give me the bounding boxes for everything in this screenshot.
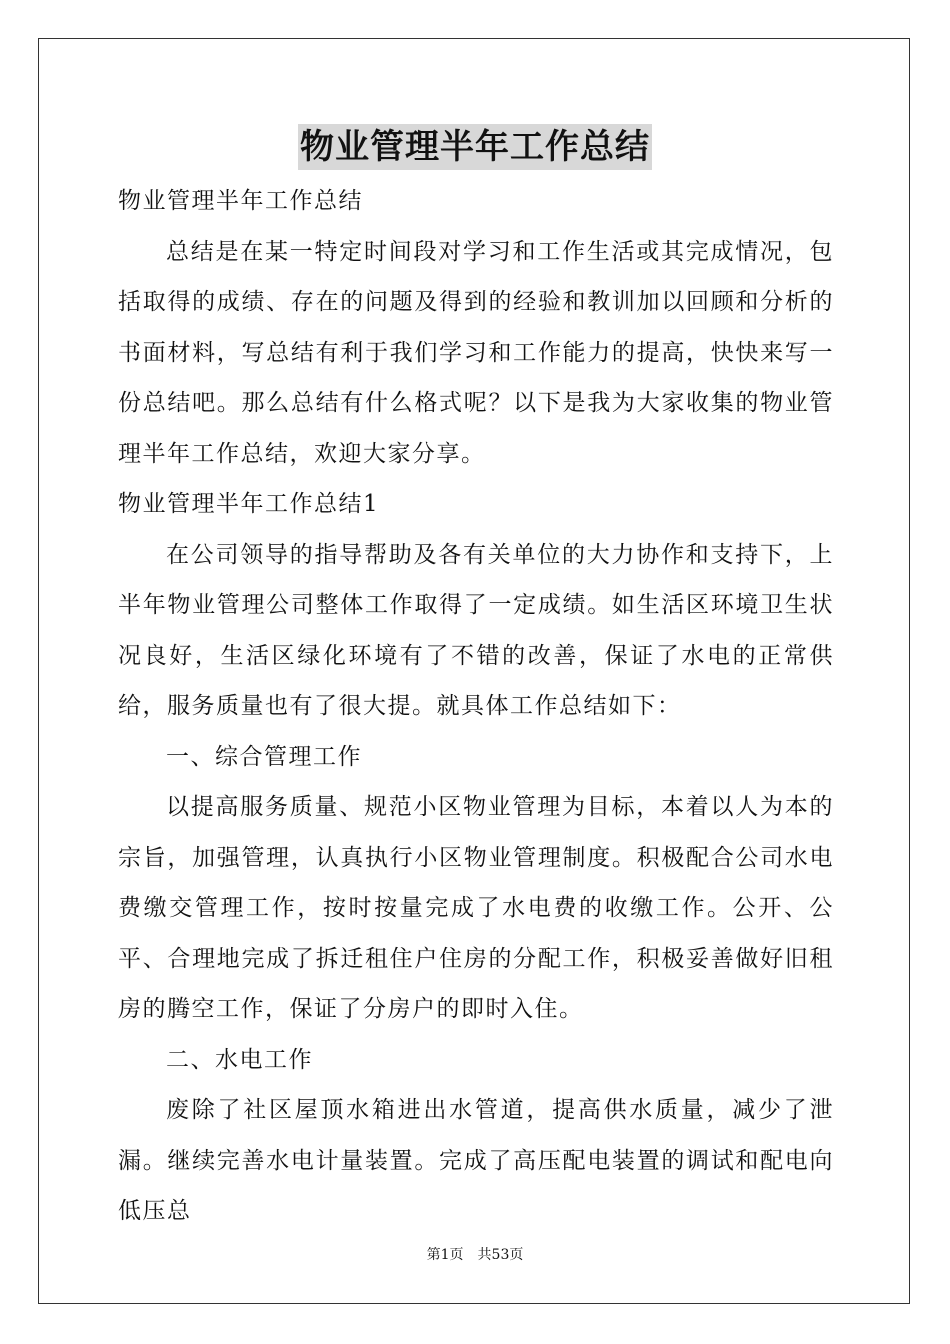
paragraph-2: 以提高服务质量、规范小区物业管理为目标，本着以人为本的宗旨，加强管理，认真执行小区物业管理制度。积极配合公司水电费缴交管理工作，按时按量完成了水电费的收缴工作。公开、公平、合理地完成了拆迁租住户住房的分配工作，积极妥善做好旧租房的腾空工作，保证了分房户的即时入住。	[118, 794, 834, 1022]
heading-general-management: 一、综合管理工作	[166, 743, 362, 770]
intro-paragraph: 总结是在某一特定时间段对学习和工作生活或其完成情况，包括取得的成绩、存在的问题及得到的经验和教训加以回顾和分析的书面材料，写总结有利于我们学习和工作能力的提高，快快来写一份总结吧。那么总结有什么格式呢？以下是我为大家收集的物业管理半年工作总结，欢迎大家分享。	[118, 238, 834, 467]
page-number: 第1页 共53页	[426, 1247, 524, 1263]
paragraph-3: 废除了社区屋顶水箱进出水管道，提高供水质量，减少了泄漏。继续完善水电计量装置。完成了高压配电装置的调试和配电向低压总	[118, 1097, 834, 1224]
document-subtitle: 物业管理半年工作总结	[118, 188, 363, 214]
paragraph-1: 在公司领导的指导帮助及各有关单位的大力协作和支持下，上半年物业管理公司整体工作取得了一定成绩。如生活区环境卫生状况良好，生活区绿化环境有了不错的改善，保证了水电的正常供给，服务质量也有了很大提。就具体工作总结如下：	[118, 541, 834, 719]
document-body	[118, 176, 834, 1237]
title-container	[0, 124, 950, 170]
document-title: 物业管理半年工作总结	[298, 124, 652, 170]
page-footer	[0, 1244, 950, 1264]
heading-water-electricity: 二、水电工作	[166, 1046, 313, 1073]
section-heading: 物业管理半年工作总结1	[118, 491, 380, 517]
